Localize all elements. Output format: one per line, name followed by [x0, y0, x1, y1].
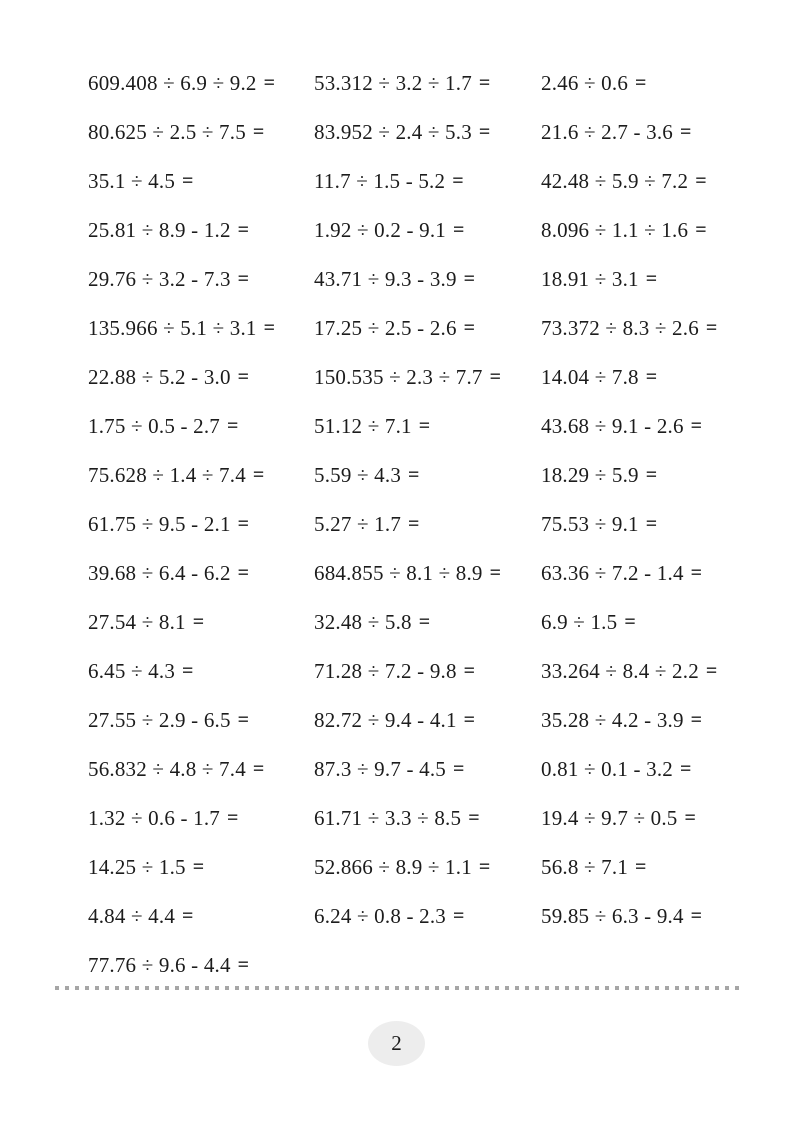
- problem-expression: 35.28 ÷ 4.2 - 3.9: [541, 708, 684, 732]
- problem-expression: 2.46 ÷ 0.6: [541, 71, 629, 95]
- problem: [314, 745, 541, 794]
- problem: [88, 157, 314, 206]
- equals-sign: =: [645, 366, 658, 388]
- problem-expression: 18.29 ÷ 5.9: [541, 463, 639, 487]
- problem: [88, 647, 314, 696]
- problem-expression: 80.625 ÷ 2.5 ÷ 7.5: [88, 120, 246, 144]
- problem-expression: 29.76 ÷ 3.2 - 7.3: [88, 267, 231, 291]
- problem: [541, 500, 791, 549]
- problem-expression: 6.9 ÷ 1.5: [541, 610, 618, 634]
- equals-sign: =: [182, 170, 194, 192]
- problem-expression: 83.952 ÷ 2.4 ÷ 5.3: [314, 120, 472, 144]
- problem-expression: 51.12 ÷ 7.1: [314, 414, 412, 438]
- equals-sign: =: [252, 121, 265, 143]
- problem: [541, 353, 791, 402]
- equals-sign: =: [705, 660, 718, 682]
- problem: [88, 206, 314, 255]
- problem: [314, 598, 541, 647]
- problem: [314, 794, 541, 843]
- problem: [541, 549, 791, 598]
- problem-expression: 27.55 ÷ 2.9 - 6.5: [88, 708, 231, 732]
- equals-sign: =: [690, 415, 703, 437]
- equals-sign: =: [408, 464, 420, 486]
- problem: [314, 255, 541, 304]
- problem: [88, 598, 314, 647]
- problem: [541, 941, 791, 990]
- equals-sign: =: [263, 72, 276, 94]
- problem: [88, 892, 314, 941]
- equals-sign: =: [237, 562, 250, 584]
- dashed-divider: [55, 986, 741, 990]
- problem-expression: 43.68 ÷ 9.1 - 2.6: [541, 414, 684, 438]
- problem: [88, 745, 314, 794]
- problem: [314, 59, 541, 108]
- problem-expression: 61.71 ÷ 3.3 ÷ 8.5: [314, 806, 462, 830]
- problem: [541, 157, 791, 206]
- problem-expression: 6.45 ÷ 4.3: [88, 659, 176, 683]
- equals-sign: =: [463, 268, 476, 290]
- equals-sign: =: [226, 415, 239, 437]
- problem-expression: 75.53 ÷ 9.1: [541, 512, 639, 536]
- problem: [314, 451, 541, 500]
- equals-sign: =: [237, 268, 250, 290]
- problem: [314, 402, 541, 451]
- problem-expression: 32.48 ÷ 5.8: [314, 610, 412, 634]
- problem: [541, 745, 791, 794]
- problem: [541, 892, 791, 941]
- equals-sign: =: [635, 72, 647, 94]
- equals-sign: =: [468, 807, 480, 829]
- problem-expression: 17.25 ÷ 2.5 - 2.6: [314, 316, 457, 340]
- problem: [88, 843, 314, 892]
- equals-sign: =: [695, 170, 707, 192]
- equals-sign: =: [690, 709, 703, 731]
- problem-expression: 1.92 ÷ 0.2 - 9.1: [314, 218, 446, 242]
- problem: [314, 941, 541, 990]
- equals-sign: =: [645, 464, 658, 486]
- problem-expression: 27.54 ÷ 8.1: [88, 610, 186, 634]
- problem: [541, 794, 791, 843]
- problem-expression: 52.866 ÷ 8.9 ÷ 1.1: [314, 855, 472, 879]
- equals-sign: =: [452, 758, 465, 780]
- equals-sign: =: [695, 219, 707, 241]
- problem-expression: 22.88 ÷ 5.2 - 3.0: [88, 365, 231, 389]
- problem-expression: 5.27 ÷ 1.7: [314, 512, 402, 536]
- problem: [541, 206, 791, 255]
- problem: [88, 402, 314, 451]
- problem: [88, 500, 314, 549]
- equals-sign: =: [705, 317, 718, 339]
- problem: [314, 157, 541, 206]
- equals-sign: =: [418, 415, 431, 437]
- equals-sign: =: [192, 856, 205, 878]
- equals-sign: =: [182, 660, 194, 682]
- equals-sign: =: [252, 758, 265, 780]
- problem: [541, 843, 791, 892]
- problem-expression: 77.76 ÷ 9.6 - 4.4: [88, 953, 231, 977]
- problem-expression: 87.3 ÷ 9.7 - 4.5: [314, 757, 446, 781]
- equals-sign: =: [489, 366, 502, 388]
- problem-expression: 6.24 ÷ 0.8 - 2.3: [314, 904, 446, 928]
- problem-expression: 684.855 ÷ 8.1 ÷ 8.9: [314, 561, 483, 585]
- problem: [88, 59, 314, 108]
- problem-expression: 0.81 ÷ 0.1 - 3.2: [541, 757, 673, 781]
- equals-sign: =: [624, 611, 636, 633]
- problem: [88, 304, 314, 353]
- equals-sign: =: [418, 611, 431, 633]
- equals-sign: =: [635, 856, 647, 878]
- problem-expression: 5.59 ÷ 4.3: [314, 463, 402, 487]
- problem: [88, 794, 314, 843]
- problems-grid: [88, 59, 791, 990]
- problem-expression: 135.966 ÷ 5.1 ÷ 3.1: [88, 316, 257, 340]
- problem-expression: 35.1 ÷ 4.5: [88, 169, 176, 193]
- problem: [88, 941, 314, 990]
- problem-expression: 21.6 ÷ 2.7 - 3.6: [541, 120, 673, 144]
- problem-expression: 61.75 ÷ 9.5 - 2.1: [88, 512, 231, 536]
- page-number: 2: [391, 1031, 402, 1055]
- equals-sign: =: [237, 366, 250, 388]
- problem: [314, 108, 541, 157]
- equals-sign: =: [645, 513, 658, 535]
- problem-expression: 53.312 ÷ 3.2 ÷ 1.7: [314, 71, 472, 95]
- problem: [88, 108, 314, 157]
- problem: [541, 647, 791, 696]
- problem: [314, 304, 541, 353]
- problem-expression: 33.264 ÷ 8.4 ÷ 2.2: [541, 659, 699, 683]
- problem-expression: 18.91 ÷ 3.1: [541, 267, 639, 291]
- problem: [314, 353, 541, 402]
- equals-sign: =: [252, 464, 265, 486]
- problem-expression: 1.32 ÷ 0.6 - 1.7: [88, 806, 220, 830]
- equals-sign: =: [408, 513, 420, 535]
- problem-expression: 11.7 ÷ 1.5 - 5.2: [314, 169, 446, 193]
- problem: [88, 451, 314, 500]
- problem: [541, 108, 791, 157]
- problem-expression: 39.68 ÷ 6.4 - 6.2: [88, 561, 231, 585]
- problem-expression: 609.408 ÷ 6.9 ÷ 9.2: [88, 71, 257, 95]
- equals-sign: =: [463, 709, 476, 731]
- equals-sign: =: [645, 268, 658, 290]
- equals-sign: =: [182, 905, 194, 927]
- equals-sign: =: [452, 219, 465, 241]
- problem-expression: 1.75 ÷ 0.5 - 2.7: [88, 414, 220, 438]
- problem: [541, 304, 791, 353]
- page-number-badge: [368, 1021, 425, 1066]
- problem-expression: 75.628 ÷ 1.4 ÷ 7.4: [88, 463, 246, 487]
- equals-sign: =: [690, 905, 703, 927]
- equals-sign: =: [679, 758, 692, 780]
- equals-sign: =: [478, 121, 491, 143]
- problem-expression: 71.28 ÷ 7.2 - 9.8: [314, 659, 457, 683]
- problem: [541, 255, 791, 304]
- equals-sign: =: [463, 660, 476, 682]
- problem: [314, 696, 541, 745]
- equals-sign: =: [263, 317, 276, 339]
- problem: [314, 500, 541, 549]
- equals-sign: =: [192, 611, 205, 633]
- equals-sign: =: [237, 954, 250, 976]
- problem: [88, 353, 314, 402]
- equals-sign: =: [679, 121, 692, 143]
- problem-expression: 150.535 ÷ 2.3 ÷ 7.7: [314, 365, 483, 389]
- problem-expression: 63.36 ÷ 7.2 - 1.4: [541, 561, 684, 585]
- problem-expression: 14.25 ÷ 1.5: [88, 855, 186, 879]
- problem: [541, 696, 791, 745]
- problem: [541, 59, 791, 108]
- problem: [88, 696, 314, 745]
- equals-sign: =: [452, 905, 465, 927]
- equals-sign: =: [237, 219, 250, 241]
- equals-sign: =: [237, 709, 250, 731]
- problem: [314, 549, 541, 598]
- problem: [88, 549, 314, 598]
- equals-sign: =: [226, 807, 239, 829]
- equals-sign: =: [452, 170, 464, 192]
- problem: [88, 255, 314, 304]
- equals-sign: =: [478, 72, 491, 94]
- equals-sign: =: [237, 513, 250, 535]
- problem-expression: 82.72 ÷ 9.4 - 4.1: [314, 708, 457, 732]
- problem: [314, 843, 541, 892]
- equals-sign: =: [478, 856, 491, 878]
- problem-expression: 8.096 ÷ 1.1 ÷ 1.6: [541, 218, 689, 242]
- equals-sign: =: [489, 562, 502, 584]
- problem: [541, 598, 791, 647]
- equals-sign: =: [684, 807, 697, 829]
- problem-expression: 56.8 ÷ 7.1: [541, 855, 629, 879]
- problem: [314, 206, 541, 255]
- problem: [314, 647, 541, 696]
- problem-expression: 19.4 ÷ 9.7 ÷ 0.5: [541, 806, 678, 830]
- problem-expression: 42.48 ÷ 5.9 ÷ 7.2: [541, 169, 689, 193]
- problem: [314, 892, 541, 941]
- problem: [541, 451, 791, 500]
- equals-sign: =: [463, 317, 476, 339]
- problem-expression: 56.832 ÷ 4.8 ÷ 7.4: [88, 757, 246, 781]
- problem-expression: 73.372 ÷ 8.3 ÷ 2.6: [541, 316, 699, 340]
- problem-expression: 14.04 ÷ 7.8: [541, 365, 639, 389]
- problem-expression: 25.81 ÷ 8.9 - 1.2: [88, 218, 231, 242]
- problem-expression: 4.84 ÷ 4.4: [88, 904, 176, 928]
- problem: [541, 402, 791, 451]
- problem-expression: 43.71 ÷ 9.3 - 3.9: [314, 267, 457, 291]
- equals-sign: =: [690, 562, 703, 584]
- problem-expression: 59.85 ÷ 6.3 - 9.4: [541, 904, 684, 928]
